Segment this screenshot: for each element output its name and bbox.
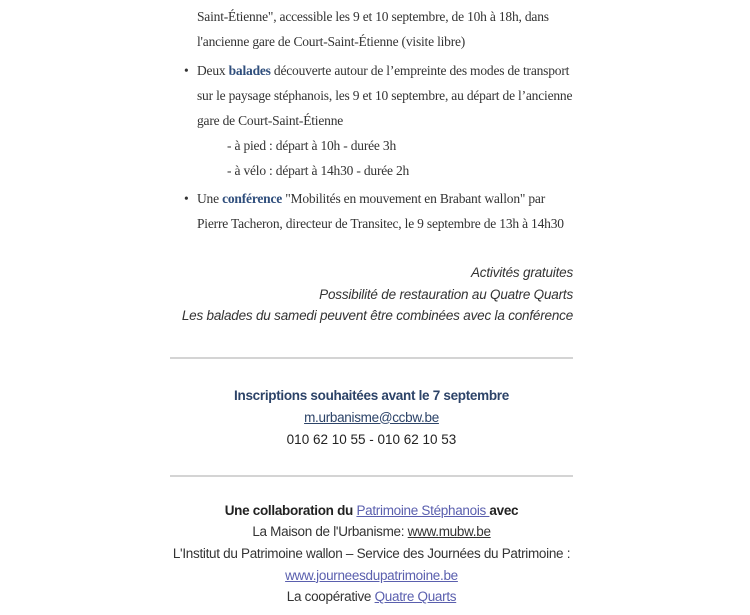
- note-line: Les balades du samedi peuvent être combinées avec la conférence: [181, 308, 573, 323]
- divider: [170, 475, 573, 477]
- journeesdupatrimoine-link[interactable]: www.journeesdupatrimoine.be: [285, 567, 458, 583]
- intro-line: l'ancienne gare de Court-Saint-Étienne (visite libre): [197, 34, 466, 49]
- balades-schedule: [170, 133, 573, 183]
- divider: [170, 357, 573, 359]
- cooperative-label: La coopérative: [286, 589, 375, 605]
- bullet1-keyword: balades: [228, 63, 271, 78]
- article-section: [170, 4, 573, 236]
- bullet2-keyword: conférence: [222, 191, 283, 206]
- registration-heading: Inscriptions souhaitées avant le 7 septembre: [234, 387, 509, 403]
- note-line: Activités gratuites: [471, 265, 573, 280]
- bullet1-line: gare de Court-Saint-Étienne: [197, 113, 344, 128]
- bullet-icon: •: [184, 191, 189, 206]
- bullet-item-balades: [170, 58, 573, 133]
- schedule-line-walk: - à pied : départ à 10h - durée 3h: [227, 138, 397, 153]
- notes-section: [170, 262, 573, 327]
- maison-urbanisme-label: La Maison de l'Urbanisme:: [252, 524, 408, 540]
- bullet1-text-prefix: Deux: [197, 63, 229, 78]
- bullet-item-conference: [170, 186, 573, 236]
- bullet1-line: sur le paysage stéphanois, les 9 et 10 septembre, au départ de l’ancienne: [197, 88, 573, 103]
- schedule-line-bike: - à vélo : départ à 14h30 - durée 2h: [227, 163, 410, 178]
- collaboration-section: [170, 500, 573, 609]
- bullet-icon: •: [184, 63, 189, 78]
- quatre-quarts-link[interactable]: Quatre Quarts: [374, 589, 457, 605]
- intro-line: Saint-Étienne", accessible les 9 et 10 septembre, de 10h à 18h, dans: [197, 9, 549, 24]
- bullet2-line: Pierre Tacheron, directeur de Transitec, le 9 septembre de 13h à 14h30: [197, 216, 564, 231]
- mubw-link[interactable]: www.mubw.be: [407, 524, 491, 540]
- note-line: Possibilité de restauration au Quatre Quarts: [319, 286, 573, 302]
- institut-patrimoine-label: L'Institut du Patrimoine wallon – Service des Journées du Patrimoine :: [172, 545, 571, 561]
- patrimoine-stephanois-link[interactable]: Patrimoine Stéphanois: [356, 502, 490, 518]
- collab-suffix: avec: [489, 502, 519, 518]
- phone-numbers: 010 62 10 55 - 010 62 10 53: [286, 431, 457, 447]
- intro-paragraph: [170, 4, 573, 54]
- email-link[interactable]: m.urbanisme@ccbw.be: [304, 409, 439, 425]
- collab-prefix: Une collaboration du: [224, 502, 357, 518]
- bullet2-text-prefix: Une: [197, 191, 223, 206]
- bullet1-text-suffix: découverte autour de l’empreinte des modes de transport: [270, 63, 570, 78]
- registration-section: [170, 385, 573, 450]
- bullet2-text-suffix: "Mobilités en mouvement en Brabant wallon" par: [282, 191, 545, 206]
